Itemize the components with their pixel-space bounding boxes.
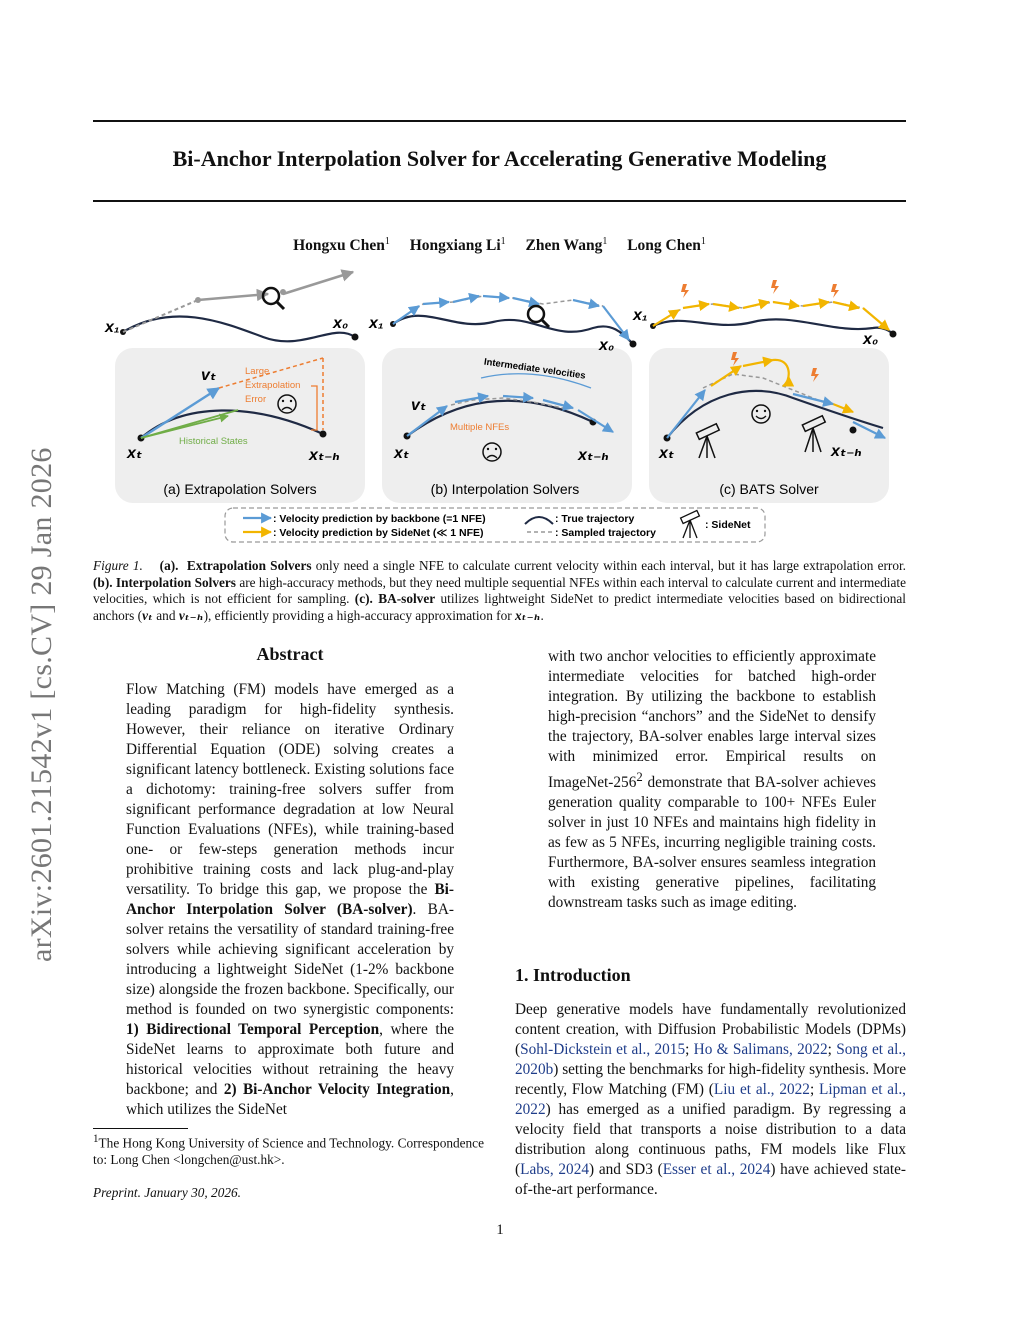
svg-text:x₀: x₀ <box>599 337 615 354</box>
citation-link[interactable]: Liu et al., 2022 <box>713 1081 810 1098</box>
author: Zhen Wang$^1$ <box>525 236 608 255</box>
author: Hongxu Chen$^1$ <box>293 236 390 255</box>
citation-link[interactable]: Song et al., 2020b <box>515 1041 907 1078</box>
panel-a-label: (a) Extrapolation Solvers <box>163 481 317 497</box>
svg-text:x₁: x₁ <box>633 307 648 324</box>
svg-text:xₜ: xₜ <box>659 445 675 462</box>
figure-caption: Figure 1. (a). Extrapolation Solvers only need a single NFE to calculate current velocity within each interval, but it has large extrapolation error. (b). Interpolation Solvers are high-accuracy methods, but they need multiple sequential NFEs within each interval to calculate current and intermediate velocities, which is not efficient for sampling. (c). BA-solver utilizes lightweight SideNet to predict intermediate velocities based on bidirectional anchors (vₜ and vₜ₋ₕ), efficiently providing a high-accuracy approximation for xₜ₋ₕ. <box>93 558 906 623</box>
svg-text:xₜ: xₜ <box>127 445 143 462</box>
svg-text:Error: Error <box>245 394 267 405</box>
svg-text:Historical States: Historical States <box>179 436 248 447</box>
abstract-heading: Abstract <box>256 644 324 664</box>
citation-link[interactable]: Labs, 2024 <box>520 1161 589 1178</box>
intro-paragraph: Deep generative models have fundamentally revolutionized content creation, with Diffusion Probabilistic Models (DPMs) (Sohl-Dickstein et al., 2015; Ho & Salimans, 2022; Song et al., 2020b) setting the benchmarks for high-fidelity synthesis. More recently, Flow Matching (FM) (Liu et al., 2022; Lipman et al., 2022) has emerged as a unified paradigm. By regressing a velocity field that transports a noise distribution to a data distribution along continuous paths, FM models like Flux (Labs, 2024) and SD3 (Esser et al., 2024) have achieved state-of-the-art performance. <box>515 1001 907 1198</box>
citation-link[interactable]: Esser et al., 2024 <box>662 1161 771 1178</box>
magnifier-icon <box>263 288 279 304</box>
svg-text:: True trajectory: : True trajectory <box>555 513 635 525</box>
panel-c-bg <box>649 348 889 503</box>
citation-link[interactable]: Ho & Salimans, 2022 <box>693 1041 828 1058</box>
panel-a-bg <box>115 348 365 503</box>
svg-text:: Velocity prediction by SideN: : Velocity prediction by SideNet (≪ 1 NFE) <box>273 527 484 539</box>
svg-text:xₜ₋ₕ: xₜ₋ₕ <box>309 447 340 464</box>
true-trajectory <box>123 316 355 341</box>
author: Hongxiang Li$^1$ <box>409 236 506 255</box>
svg-text:: SideNet: : SideNet <box>705 519 751 531</box>
panel-b-label: (b) Interpolation Solvers <box>430 481 580 497</box>
figure-legend <box>225 508 765 542</box>
title-rule <box>93 200 906 202</box>
svg-text:xₜ₋ₕ: xₜ₋ₕ <box>578 447 609 464</box>
preprint-note: Preprint. January 30, 2026. <box>93 1185 241 1200</box>
abstract-text: Flow Matching (FM) models have emerged as a leading paradigm for high-fidelity synthesis. However, their reliance on iterative Ordinary Differential Equation (ODE) solving creates a significant latency bottleneck. Existing solutions face a dichotomy: training-free solvers suffer from significant performance degradation at low Neural Function Evaluations (NFEs), while training-based one- or few-steps generation methods incur prohibitive training costs and lack plug-and-play versatility. To bridge this gap, we propose the Bi-Anchor Interpolation Solver (BA-solver). BA-solver retains the versatility of standard training-free solvers while achieving significant acceleration by introducing a lightweight SideNet (1-2% backbone size) alongside the frozen backbone. Specifically, our method is founded on two synergistic components: 1) Bidirectional Temporal Perception, where the SideNet learns to approximate both future and historical velocities without retraining the heavy backbone; and 2) Bi-Anchor Velocity Integration, which utilizes the SideNet <box>126 681 455 1118</box>
footnote-rule <box>93 1128 188 1129</box>
abstract-continued: with two anchor velocities to efficiently approximate intermediate velocities for batched high-order integration. By utilizing the backbone to establish high-precision “anchors” and the SideNet to densify the trajectory, BA-solver enables large interval sizes with minimized error. Empirical results on ImageNet-$256^2$ demonstrate that BA-solver achieves generation quality comparable to 100+ NFEs Euler solver in just 10 NFEs and maintains high fidelity in as few as 5 NFEs, incurring negligible training costs. Furthermore, BA-solver ensures seamless integration with existing generative pipelines, facilitating downstream tasks such as image editing. <box>548 648 876 912</box>
svg-text:: Velocity prediction by backb: : Velocity prediction by backbone (=1 NFE) <box>273 513 486 525</box>
author: Long Chen$^1$ <box>627 236 706 255</box>
section-heading: 1. Introduction <box>515 965 631 985</box>
svg-text:x₁: x₁ <box>105 319 120 336</box>
svg-text:Large: Large <box>245 366 270 377</box>
arxiv-sidebar: arXiv:2601.21542v1 [cs.CV] 29 Jan 2026 <box>25 447 58 962</box>
figure-1 <box>93 262 906 547</box>
svg-text:Multiple NFEs: Multiple NFEs <box>450 422 510 433</box>
svg-text:x₁: x₁ <box>369 315 384 332</box>
author-list <box>93 236 906 255</box>
citation-link[interactable]: Lipman et al., 2022 <box>515 1081 906 1118</box>
svg-text:: Sampled trajectory: : Sampled trajectory <box>555 527 656 539</box>
svg-text:x₀: x₀ <box>863 331 879 348</box>
svg-text:Extrapolation: Extrapolation <box>245 380 301 391</box>
citation-link[interactable]: Sohl-Dickstein et al., 2015 <box>520 1041 686 1058</box>
svg-text:xₜ: xₜ <box>394 445 410 462</box>
svg-text:vₜ: vₜ <box>201 367 217 384</box>
page-number: 1 <box>496 1222 504 1238</box>
telescope-icon <box>681 510 700 538</box>
paper-title: Bi-Anchor Interpolation Solver for Accelerating Generative Modeling <box>172 146 827 171</box>
panel-c-label: (c) BATS Solver <box>719 481 819 497</box>
top-rule <box>93 120 906 122</box>
svg-text:x₀: x₀ <box>333 315 349 332</box>
svg-text:vₜ: vₜ <box>411 397 427 414</box>
svg-text:Intermediate velocities: Intermediate velocities <box>483 356 587 382</box>
svg-text:xₜ₋ₕ: xₜ₋ₕ <box>831 443 862 460</box>
footnote: $^1$The Hong Kong University of Science and Technology. Correspondence to: Long Chen <longchen@ust.hk>. <box>93 1133 484 1168</box>
magnifier-icon <box>528 306 544 322</box>
